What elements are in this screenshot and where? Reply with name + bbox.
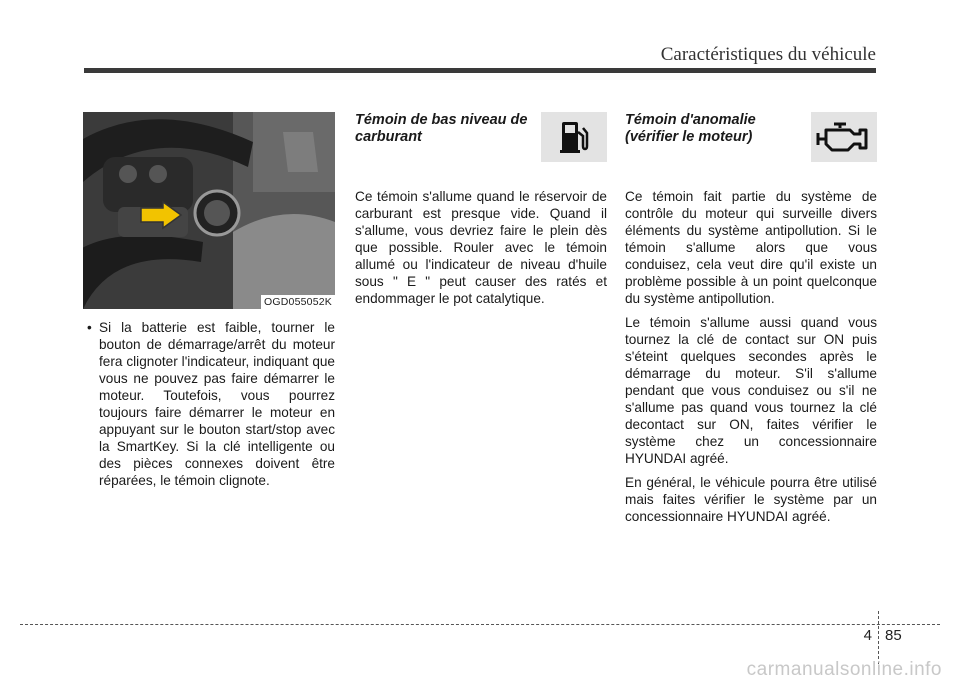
check-engine-icon bbox=[816, 120, 872, 154]
paragraph: En général, le véhicule pourra être utilisé mais faites vérifier le système par un concessionnaire HYUNDAI agréé. bbox=[625, 475, 877, 524]
section-title: Témoin de bas niveau de carburant bbox=[355, 112, 528, 145]
chapter-number: 4 bbox=[863, 627, 872, 644]
header-rule bbox=[84, 68, 876, 73]
icon-box bbox=[541, 112, 607, 162]
dashboard-photo bbox=[83, 112, 335, 309]
steering-wheel-illustration bbox=[83, 112, 335, 309]
section-title: Témoin d'anomalie (vérifier le moteur) bbox=[625, 112, 756, 145]
column-3 bbox=[625, 112, 877, 532]
paragraph: Ce témoin fait partie du système de contrôle du moteur qui surveille divers éléments du système antipollution. Si le témoin s'allume alors que vous conduisez, cela veut dire qu'il existe un problème possible à un point quelconque du système antipollution. bbox=[625, 189, 877, 306]
paragraph: Ce témoin s'allume quand le réservoir de carburant est presque vide. Quand il s'allume, vous devriez faire le plein dès que possible. Rouler avec le témoin allumé ou l'indicateur de niveau d'huile sous " E " peut causer des ratés et endommager le pot catalytique. bbox=[355, 189, 607, 306]
paragraph: Le témoin s'allume aussi quand vous tournez la clé de contact sur ON puis s'éteint quelques secondes après le démarrage du moteur. S'il s'allume pendant que vous conduisez ou s'il ne s'allume pas quand vous tournez la clé decontact sur ON, faites vérifier le système chez un concessionnaire HYUNDAI agréé. bbox=[625, 315, 877, 466]
column-1 bbox=[83, 112, 335, 489]
column-2 bbox=[355, 112, 607, 314]
bullet-text: Si la batterie est faible, tourner le bouton de démarrage/arrêt du moteur fera clignoter l'indicateur, indiquant que vous ne pouvez pas faire démarrer le moteur. Toutefois, vous pourrez toujours faire démarrer le moteur en appuyant sur le bouton start/stop avec la SmartKey. Si la clé intelligente ou des pièces connexes doivent être réparées, le témoin clignote. bbox=[99, 320, 335, 488]
icon-box bbox=[811, 112, 877, 162]
bullet-dot: • bbox=[87, 320, 92, 335]
fuel-pump-icon bbox=[559, 120, 589, 154]
chapter-title: Caractéristiques du véhicule bbox=[660, 44, 876, 65]
page-number: 85 bbox=[885, 627, 902, 644]
watermark: carmanualsonline.info bbox=[746, 659, 942, 680]
section-header bbox=[625, 112, 877, 172]
footer-rule bbox=[20, 624, 940, 625]
section-header bbox=[355, 112, 607, 172]
bullet-list bbox=[83, 319, 335, 489]
list-item bbox=[83, 319, 335, 489]
photo-caption: OGD055052K bbox=[261, 295, 335, 309]
